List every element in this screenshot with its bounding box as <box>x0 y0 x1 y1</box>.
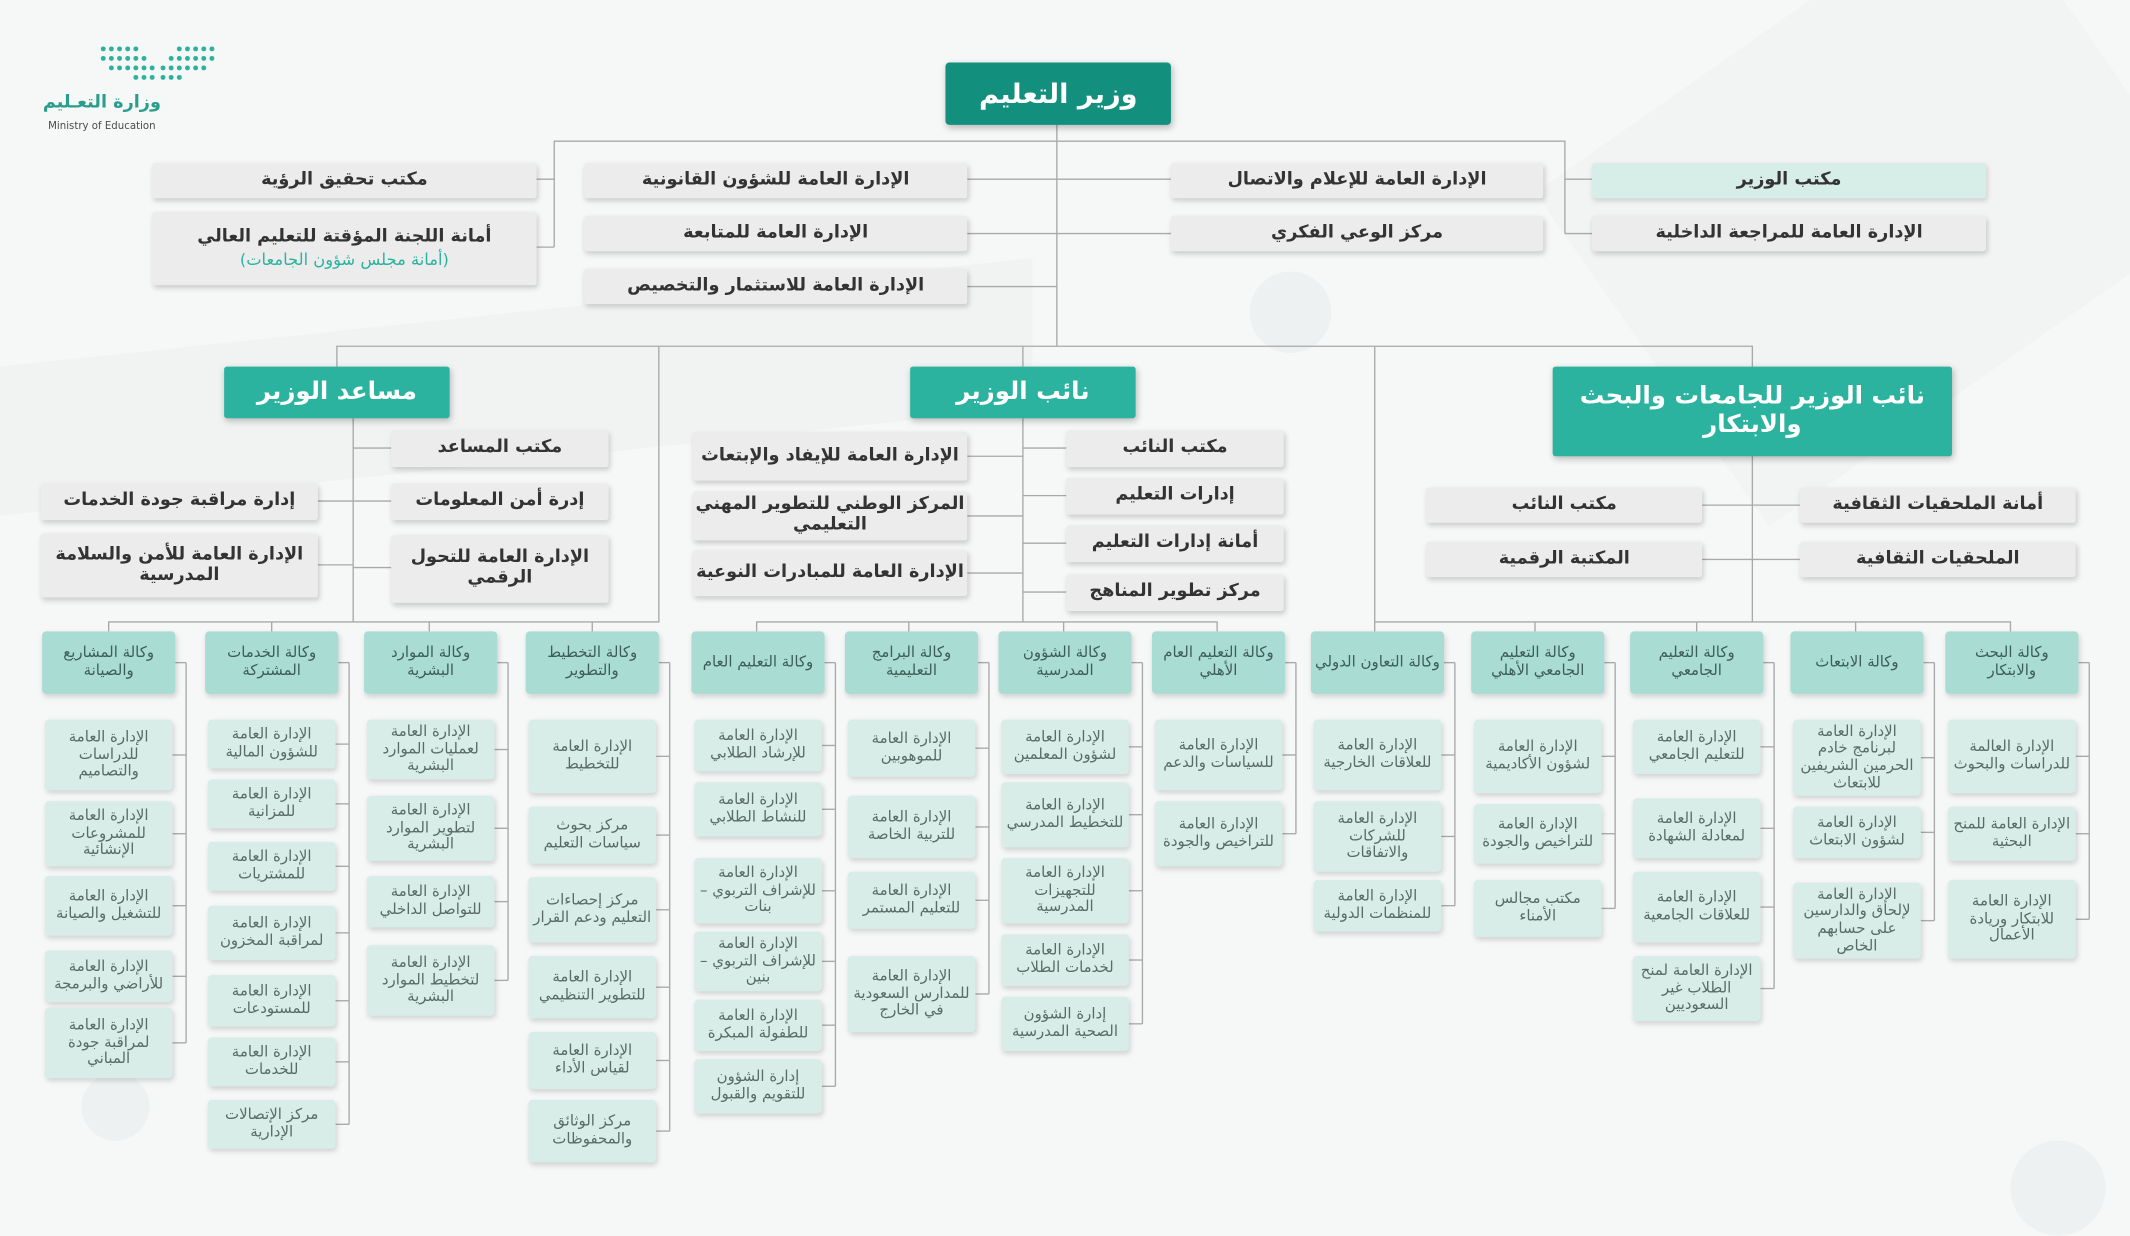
curriculum-center-box: مركز تطوير المناهج <box>1066 574 1283 611</box>
department-box: الإدارة العامة لقياس الأداء <box>528 1032 656 1089</box>
cultural-attaches-box: الملحقيات الثقافية <box>1800 542 2076 577</box>
department-box: الإدارة العامة للمستودعات <box>208 975 336 1027</box>
agency-box: وكالة التعليم العام <box>691 631 824 693</box>
department-box: الإدارة العامة لمراقبة المخزون <box>208 906 336 960</box>
cultural-secretariat-box: أمانة الملحقيات الثقافية <box>1800 487 2076 522</box>
deputy-office-box: مكتب النائب <box>1066 430 1283 467</box>
department-box: الإدارة العامة للتواصل الداخلي <box>367 876 495 928</box>
scholarship-box: الإدارة العامة للإيفاد والإبتعاث <box>693 432 967 481</box>
higher-ed-committee-label: أمانة اللجنة المؤقتة للتعليم العالي <box>197 226 492 247</box>
minister-box: وزير التعليم <box>945 62 1170 124</box>
department-box: الإدارة العامة للدراسات والتصاميم <box>45 720 173 791</box>
department-box: الإدارة العامة للشركات والاتفاقات <box>1314 801 1442 872</box>
deputy-minister-box: نائب الوزير <box>910 367 1135 419</box>
service-quality-box: إدارة مراقبة جودة الخدمات <box>41 483 318 520</box>
edu-depts-box: إدارات التعليم <box>1066 478 1283 515</box>
logo-title: وزارة التعـليم <box>42 92 161 113</box>
media-box: الإدارة العامة للإعلام والاتصال <box>1171 163 1543 198</box>
higher-ed-committee-sub: (أمانة مجلس شؤون الجامعات) <box>239 249 449 269</box>
department-box: الإدارة العامة للتشغيل والصيانة <box>45 876 173 936</box>
department-box: الإدارة العامة للتراخيص والجودة <box>1474 804 1602 864</box>
digital-transformation-box: الإدارة العامة للتحول الرقمي <box>391 535 608 603</box>
department-box: الإدارة العامة لمنح الطلاب غير السعوديين <box>1633 956 1761 1021</box>
department-box: الإدارة العالمة للدراسات والبحوث <box>1948 720 2076 793</box>
department-box: الإدارة العامة للموهوبين <box>848 720 976 777</box>
vision-office-box: مكتب تحقيق الرؤية <box>152 163 536 198</box>
department-box: مركز الإتصالات الإدارية <box>208 1100 336 1149</box>
department-box: الإدارة العامة للإشراف التربوي – بنات <box>694 858 822 923</box>
ministry-logo <box>41 41 231 136</box>
department-box: الإدارة العامة لتطوير الموارد البشرية <box>367 796 495 861</box>
agency-box: وكالة البرامج التعليمية <box>845 631 978 693</box>
agency-box: وكالة التعاون الدولي <box>1311 631 1444 693</box>
department-box: الإدارة العامة للتخطيط المدرسي <box>1001 782 1129 847</box>
department-box: الإدارة العامة للتخطيط <box>528 720 656 793</box>
minister-office-box: مكتب الوزير <box>1592 163 1986 198</box>
digital-library-box: المكتبة الرقمية <box>1426 542 1702 577</box>
department-box: الإدارة العامة للطفولة المبكرة <box>694 999 822 1051</box>
investment-box: الإدارة العامة للاستثمار والتخصيص <box>584 269 967 304</box>
national-center-box: المركز الوطني للتطوير المهني التعليمي <box>693 492 967 541</box>
followup-box: الإدارة العامة للمتابعة <box>584 216 967 251</box>
department-box: الإدارة العامة للعلاقات الجامعية <box>1633 872 1761 943</box>
department-box: الإدارة العامة للنشاط الطلابي <box>694 782 822 836</box>
department-box: الإدارة العامة للمشتريات <box>208 842 336 891</box>
department-box: الإدارة العامة للابتكار وريادة الأعمال <box>1948 880 2076 959</box>
department-box: الإدارة العامة لعمليات الموارد البشرية <box>367 720 495 780</box>
department-box: الإدارة العامة للمنظمات الدولية <box>1314 880 1442 932</box>
department-box: إدارة الشؤون الصحية المدرسية <box>1001 997 1129 1051</box>
department-box: الإدارة العامة لشؤون الأكاديمية <box>1474 720 1602 793</box>
department-box: الإدارة العامة لمراقبة جودة المباني <box>45 1008 173 1079</box>
assistant-minister-box: مساعد الوزير <box>224 367 449 419</box>
assistant-office-box: مكتب المساعد <box>391 430 608 467</box>
department-box: مركز إحصاءات التعليم ودعم القرار <box>528 877 656 942</box>
department-box: الإدارة العامة للعلاقات الخارجية <box>1314 720 1442 791</box>
agency-box: وكالة البحث والابتكار <box>1945 631 2078 693</box>
department-box: الإدارة العامة لتخطيط الموارد البشرية <box>367 945 495 1016</box>
logo-dots-icon <box>95 41 231 95</box>
edu-depts-secretariat-box: أمانة إدارات التعليم <box>1066 525 1283 562</box>
department-box: الإدارة العامة لمعادلة الشهادة <box>1633 798 1761 858</box>
department-box: الإدارة العامة للإشراف التربوي – بنين <box>694 931 822 991</box>
agency-box: وكالة التخطيط والتطوير <box>526 631 659 693</box>
agency-box: وكالة الابتعاث <box>1790 631 1923 693</box>
department-box: الإدارة العامة لبرنامج خادم الحرمين الشريفين للابتعاث <box>1793 720 1921 796</box>
department-box: الإدارة العامة لشؤون المعلمين <box>1001 720 1129 774</box>
internal-audit-box: الإدارة العامة للمراجعة الداخلية <box>1592 216 1986 251</box>
department-box: الإدارة العامة للتعليم الجامعي <box>1633 720 1761 774</box>
department-box: الإدارة العامة لشؤون الابتعاث <box>1793 807 1921 859</box>
legal-affairs-box: الإدارة العامة للشؤون القانونية <box>584 163 967 198</box>
agency-box: وكالة المشاريع والصيانة <box>42 631 175 693</box>
logo-subtitle: Ministry of Education <box>48 119 156 132</box>
agency-box: وكالة الشؤون المدرسية <box>998 631 1131 693</box>
univ-deputy-office-box: مكتب النائب <box>1426 487 1702 522</box>
department-box: مكتب مجالس الأمناء <box>1474 880 1602 937</box>
univ-deputy-minister-box: نائب الوزير للجامعات والبحث والابتكار <box>1553 367 1952 457</box>
department-box: الإدارة العامة للتعليم المستمر <box>848 872 976 929</box>
department-box: الإدارة العامة للتراخيص والجودة <box>1155 801 1283 866</box>
department-box: الإدارة العامة للسياسات والدعم <box>1155 720 1283 791</box>
department-box: الإدارة العامة للخدمات <box>208 1037 336 1086</box>
department-box: الإدارة العامة للمدارس السعودية في الخارج <box>848 956 976 1032</box>
school-safety-box: الإدارة العامة للأمن والسلامة المدرسية <box>41 534 318 598</box>
department-box: الإدارة العامة للمشروعات الإنشائية <box>45 801 173 866</box>
agency-box: وكالة التعليم العام الأهلي <box>1152 631 1285 693</box>
department-box: إدارة الشؤون للتقويم والقبول <box>694 1059 822 1113</box>
agency-box: وكالة الخدمات المشتركة <box>205 631 338 693</box>
department-box: الإدارة العامة للتطوير التنظيمي <box>528 956 656 1018</box>
agency-box: وكالة التعليم الجامعي <box>1630 631 1763 693</box>
department-box: الإدارة العامة للأراضي والبرمجة <box>45 951 173 1003</box>
department-box: الإدارة العامة للإرشاد الطلابي <box>694 720 822 772</box>
department-box: الإدارة العامة للمزانية <box>208 779 336 828</box>
initiatives-box: الإدارة العامة للمبادرات النوعية <box>693 550 967 596</box>
agency-box: وكالة التعليم الجامعي الأهلي <box>1471 631 1604 693</box>
department-box: الإدارة العامة للتربية الخاصة <box>848 796 976 858</box>
higher-ed-committee-box <box>152 212 536 285</box>
department-box: الإدارة العامة للتجهيزات المدرسية <box>1001 858 1129 923</box>
department-box: مركز بحوث سياسات التعليم <box>528 807 656 864</box>
department-box: مركز الوثائق والمحفوظات <box>528 1100 656 1162</box>
department-box: الإدارة العامة لخدمات الطلاب <box>1001 934 1129 986</box>
department-box: الإدارة العامة للمنح البحثية <box>1948 807 2076 861</box>
agency-box: وكالة الموارد البشرية <box>364 631 497 693</box>
department-box: الإدارة العامة لإلحاق والدارسين على حسابهم الخاص <box>1793 883 1921 959</box>
department-box: الإدارة العامة للشؤون المالية <box>208 720 336 769</box>
infosec-box: إدرة أمن المعلومات <box>391 483 608 520</box>
awareness-center-box: مركز الوعي الفكري <box>1171 216 1543 251</box>
